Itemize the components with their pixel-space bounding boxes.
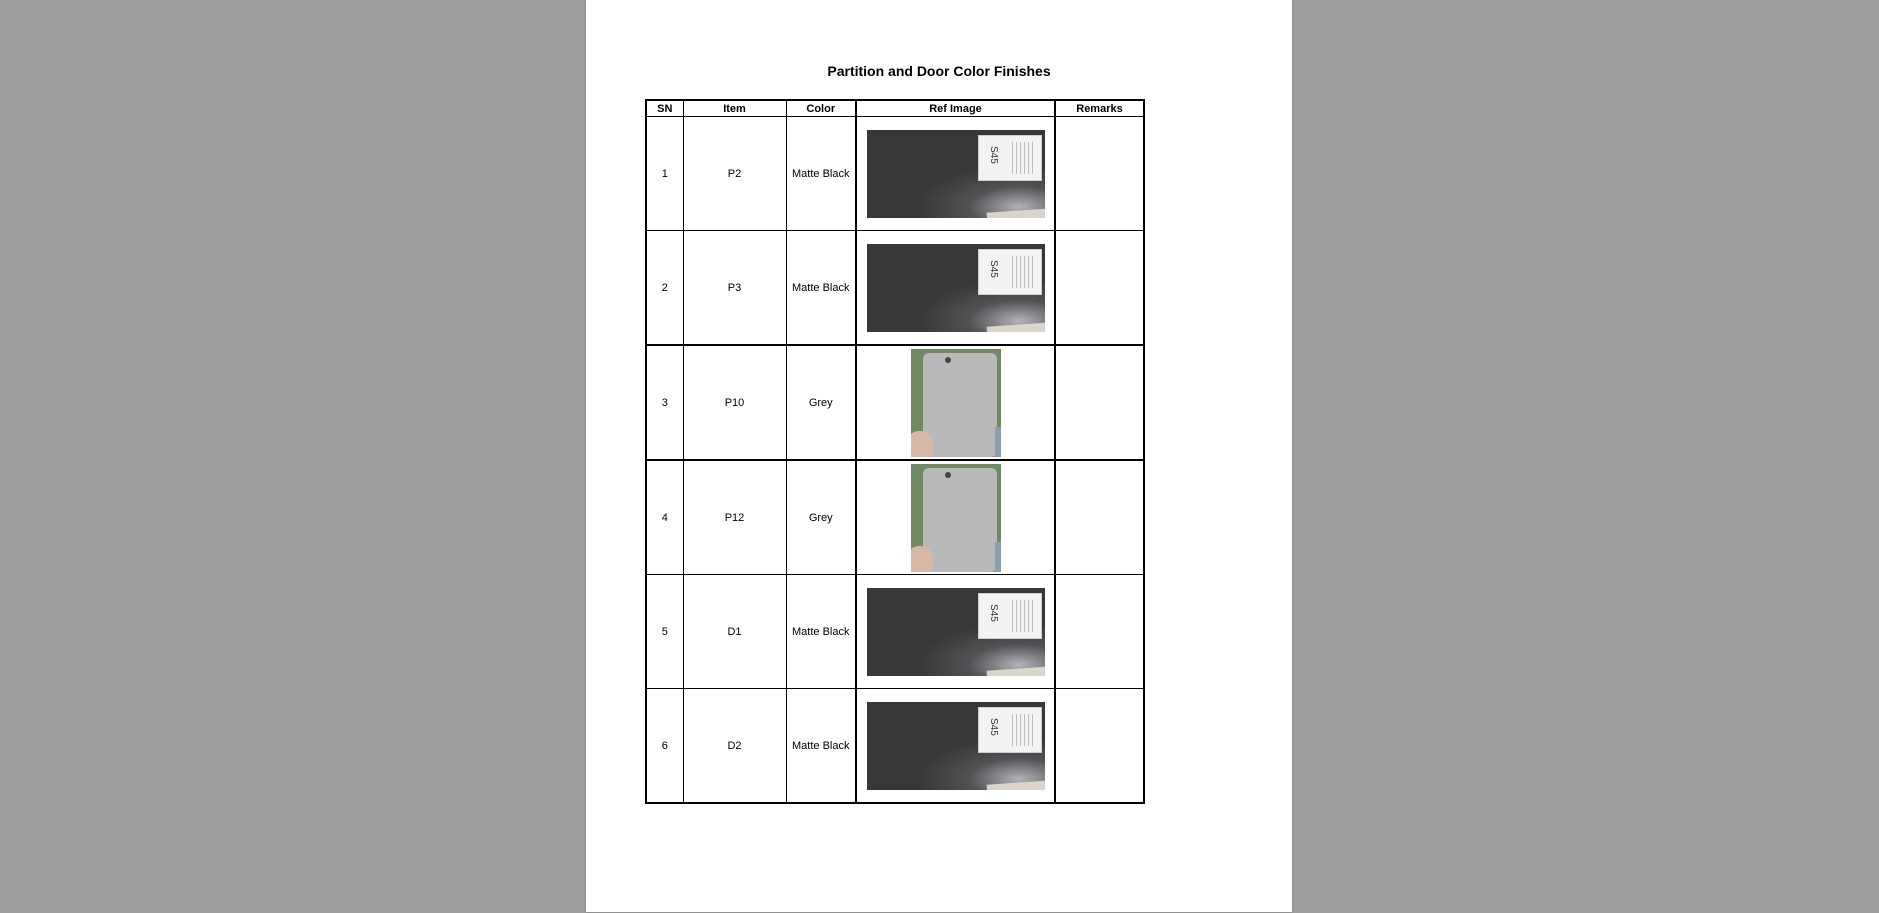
table-row bbox=[646, 575, 1144, 689]
sample-tag bbox=[978, 593, 1042, 639]
cell-remarks bbox=[1055, 575, 1144, 689]
cell-sn: 1 bbox=[646, 117, 683, 231]
table-row bbox=[646, 460, 1144, 575]
cell-color: Grey bbox=[786, 345, 856, 460]
cell-ref-image bbox=[856, 460, 1055, 575]
cell-remarks bbox=[1055, 460, 1144, 575]
cell-item: P10 bbox=[683, 345, 786, 460]
sample-tag bbox=[978, 135, 1042, 181]
cell-item: P2 bbox=[683, 117, 786, 231]
cell-remarks bbox=[1055, 689, 1144, 804]
sample-tag-code: S45 bbox=[987, 603, 999, 622]
header-color: Color bbox=[786, 100, 856, 117]
table-row bbox=[646, 689, 1144, 804]
black-panel-swatch-image bbox=[867, 244, 1045, 332]
cell-color: Grey bbox=[786, 460, 856, 575]
black-panel-swatch-image bbox=[867, 588, 1045, 676]
cell-sn: 2 bbox=[646, 231, 683, 346]
header-ref-image: Ref Image bbox=[856, 100, 1055, 117]
cell-sn: 4 bbox=[646, 460, 683, 575]
sample-tag-code: S45 bbox=[987, 145, 999, 164]
cell-ref-image bbox=[856, 345, 1055, 460]
sample-tag-code: S45 bbox=[987, 259, 999, 278]
document-page bbox=[586, 0, 1292, 912]
cell-remarks bbox=[1055, 117, 1144, 231]
black-panel-swatch-image bbox=[867, 130, 1045, 218]
cell-item: P3 bbox=[683, 231, 786, 346]
cell-item: D2 bbox=[683, 689, 786, 804]
cell-color: Matte Black bbox=[786, 689, 856, 804]
cell-remarks bbox=[1055, 231, 1144, 346]
finishes-table bbox=[645, 99, 1145, 804]
table-row bbox=[646, 345, 1144, 460]
table-row bbox=[646, 231, 1144, 346]
cell-ref-image bbox=[856, 689, 1055, 804]
document-title: Partition and Door Color Finishes bbox=[827, 63, 1051, 79]
table-header-row bbox=[646, 100, 1144, 117]
cell-item: P12 bbox=[683, 460, 786, 575]
cell-color: Matte Black bbox=[786, 575, 856, 689]
cell-sn: 5 bbox=[646, 575, 683, 689]
sample-tag-code: S45 bbox=[987, 717, 999, 736]
sample-tag bbox=[978, 249, 1042, 295]
header-remarks: Remarks bbox=[1055, 100, 1144, 117]
table-row bbox=[646, 117, 1144, 231]
header-sn: SN bbox=[646, 100, 683, 117]
cell-remarks bbox=[1055, 345, 1144, 460]
black-panel-swatch-image bbox=[867, 702, 1045, 790]
sample-tag bbox=[978, 707, 1042, 753]
cell-ref-image bbox=[856, 231, 1055, 346]
header-item: Item bbox=[683, 100, 786, 117]
grey-card-swatch-image bbox=[911, 464, 1001, 572]
cell-ref-image bbox=[856, 117, 1055, 231]
cell-sn: 3 bbox=[646, 345, 683, 460]
grey-card-swatch-image bbox=[911, 349, 1001, 457]
cell-item: D1 bbox=[683, 575, 786, 689]
cell-color: Matte Black bbox=[786, 231, 856, 346]
cell-sn: 6 bbox=[646, 689, 683, 804]
cell-ref-image bbox=[856, 575, 1055, 689]
cell-color: Matte Black bbox=[786, 117, 856, 231]
